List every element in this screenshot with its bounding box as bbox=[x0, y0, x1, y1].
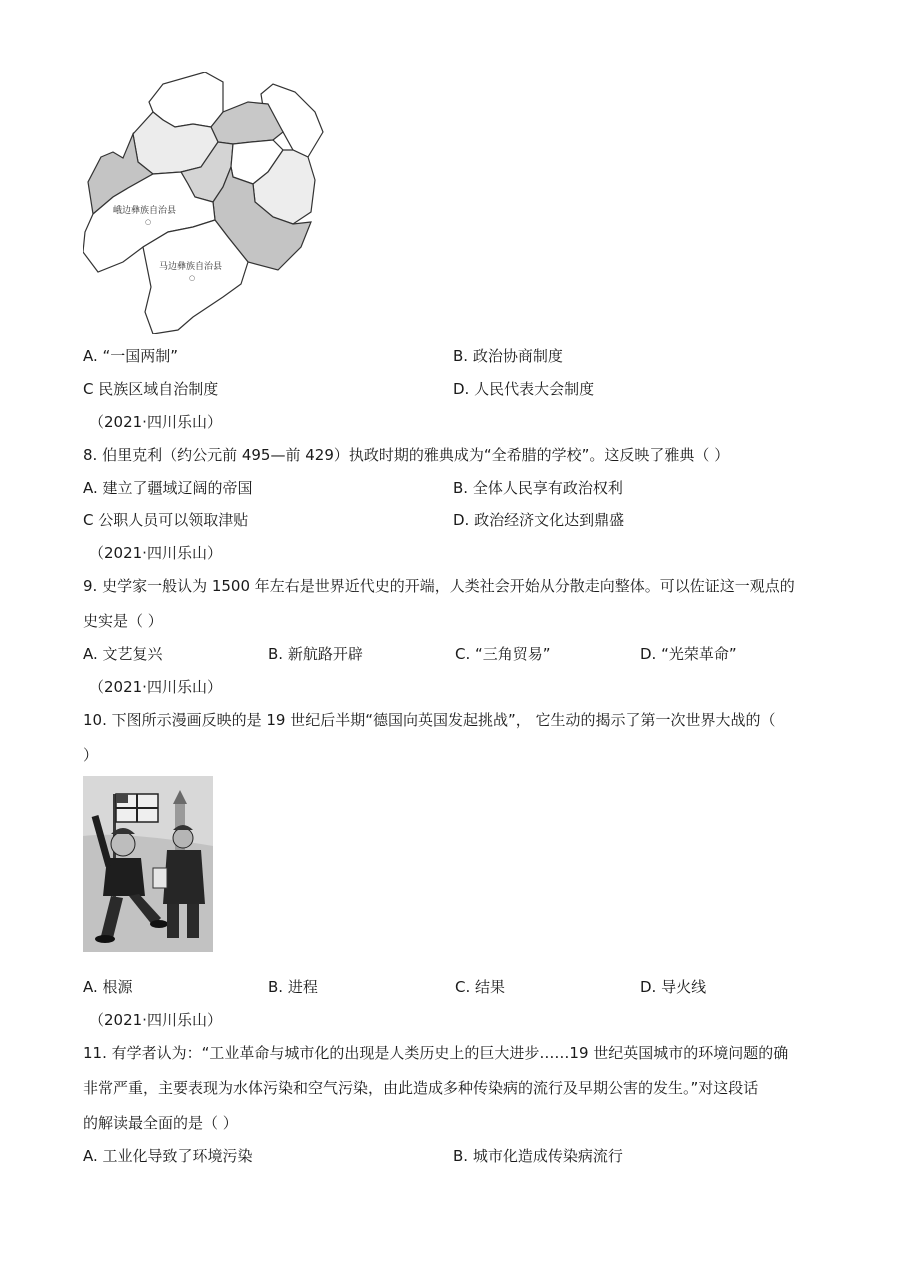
q8-option-d[interactable]: D. 政治经济文化达到鼎盛 bbox=[453, 511, 625, 529]
q11-stem-line1: 11. 有学者认为：“工业革命与城市化的出现是人类历史上的巨大进步……19 世纪英国城市的环境问题的确 bbox=[83, 1044, 789, 1062]
q9-option-c[interactable]: C. “三角贸易” bbox=[455, 645, 551, 663]
q11-source: （2021·四川乐山） bbox=[89, 1011, 222, 1029]
q9-option-a[interactable]: A. 文艺复兴 bbox=[83, 645, 163, 663]
q9-option-b[interactable]: B. 新航路开辟 bbox=[268, 645, 363, 663]
q9-stem-line1: 9. 史学家一般认为 1500 年左右是世界近代史的开端，人类社会开始从分散走向整体。可以佐证这一观点的 bbox=[83, 577, 795, 595]
q11-stem-line3: 的解读最全面的是（ ） bbox=[83, 1114, 238, 1132]
q11-option-a[interactable]: A. 工业化导致了环境污染 bbox=[83, 1147, 253, 1165]
q8-stem: 8. 伯里克利（约公元前 495—前 429）执政时期的雅典成为“全希腊的学校”。这反映了雅典（ ） bbox=[83, 446, 730, 464]
q9-stem-line2: 史实是（ ） bbox=[83, 612, 163, 630]
q9-source: （2021·四川乐山） bbox=[89, 544, 222, 562]
q10-stem-line1: 10. 下图所示漫画反映的是 19 世纪后半期“德国向英国发起挑战”， 它生动的揭示了第一次世界大战的（ bbox=[83, 711, 776, 729]
q8-option-a[interactable]: A. 建立了疆域辽阔的帝国 bbox=[83, 479, 253, 497]
q8-option-b[interactable]: B. 全体人民享有政治权利 bbox=[453, 479, 623, 497]
q7-option-a[interactable]: A. “一国两制” bbox=[83, 347, 179, 365]
q10-option-d[interactable]: D. 导火线 bbox=[640, 978, 707, 996]
cartoon-drawing bbox=[83, 776, 213, 952]
q10-option-b[interactable]: B. 进程 bbox=[268, 978, 318, 996]
q11-option-b[interactable]: B. 城市化造成传染病流行 bbox=[453, 1147, 623, 1165]
q10-option-a[interactable]: A. 根源 bbox=[83, 978, 133, 996]
q11-stem-line2: 非常严重，主要表现为水体污染和空气污染，由此造成多种传染病的流行及早期公害的发生。”对这段话 bbox=[83, 1079, 759, 1097]
cartoon-image bbox=[83, 776, 213, 952]
q7-option-c[interactable]: C 民族区域自治制度 bbox=[83, 380, 219, 398]
q8-option-c[interactable]: C 公职人员可以领取津贴 bbox=[83, 511, 249, 529]
map-label-mabian: 马边彝族自治县 bbox=[159, 262, 223, 272]
map-label-ebian-mark: ○ bbox=[145, 218, 152, 226]
map-label-mabian-mark: ○ bbox=[189, 274, 196, 282]
q8-source: （2021·四川乐山） bbox=[89, 413, 222, 431]
q10-source: （2021·四川乐山） bbox=[89, 678, 222, 696]
region-map bbox=[83, 72, 329, 334]
q9-option-d[interactable]: D. “光荣革命” bbox=[640, 645, 737, 663]
q10-stem-line2: ） bbox=[83, 746, 99, 764]
q7-option-b[interactable]: B. 政治协商制度 bbox=[453, 347, 563, 365]
map-label-ebian: 峨边彝族自治县 bbox=[113, 206, 177, 216]
q7-option-d[interactable]: D. 人民代表大会制度 bbox=[453, 380, 595, 398]
q10-option-c[interactable]: C. 结果 bbox=[455, 978, 506, 996]
